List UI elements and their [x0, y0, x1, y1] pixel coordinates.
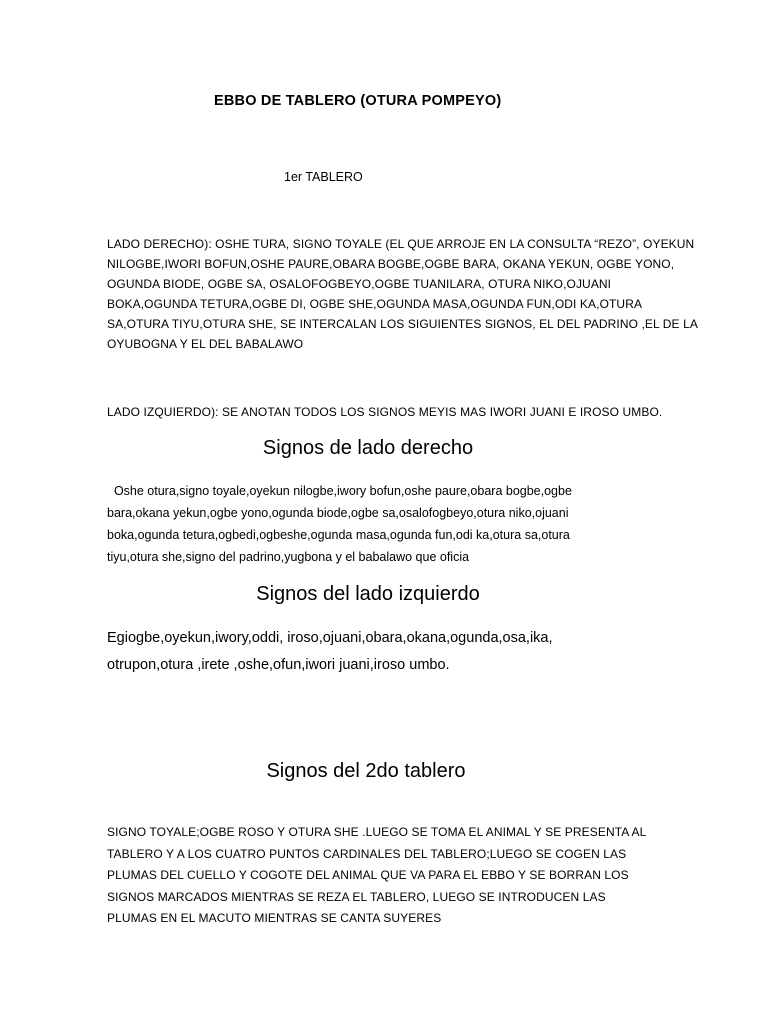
paragraph-line: SIGNOS MARCADOS MIENTRAS SE REZA EL TABLERO, LUEGO SE INTRODUCEN LAS — [107, 889, 606, 904]
paragraph-line: NILOGBE,IWORI BOFUN,OSHE PAURE,OBARA BOGBE,OGBE BARA, OKANA YEKUN, OGBE YONO, — [107, 257, 675, 271]
paragraph-line: OYUBOGNA Y EL DEL BABALAWO — [107, 337, 304, 351]
paragraph-line: PLUMAS DEL CUELLO Y COGOTE DEL ANIMAL QUE VA PARA EL EBBO Y SE BORRAN LOS — [107, 868, 629, 882]
paragraph-line: Egiogbe,oyekun,iwory,oddi, iroso,ojuani,obara,okana,ogunda,osa,ika, — [107, 630, 553, 646]
lado-izquierdo-paragraph — [107, 402, 667, 422]
document-subtitle: 1er TABLERO — [284, 170, 363, 184]
heading-signos-2do-tablero: Signos del 2do tablero — [266, 760, 466, 782]
paragraph-line: PLUMAS EN EL MACUTO MIENTRAS SE CANTA SUYERES — [107, 911, 442, 925]
paragraph-line: TABLERO Y A LOS CUATRO PUNTOS CARDINALES DEL TABLERO;LUEGO SE COGEN LAS — [107, 846, 627, 861]
paragraph-line: OGUNDA BIODE, OGBE SA, OSALOFOGBEYO,OGBE TUANILARA, OTURA NIKO,OJUANI — [107, 277, 612, 291]
paragraph-line: BOKA,OGUNDA TETURA,OGBE DI, OGBE SHE,OGUNDA MASA,OGUNDA FUN,ODI KA,OTURA — [107, 297, 643, 311]
lado-derecho-paragraph — [107, 234, 698, 354]
paragraph-line: tiyu,otura she,signo del padrino,yugbona y el babalawo que oficia — [107, 550, 470, 564]
signos-izquierdo-paragraph — [107, 625, 637, 679]
heading-signos-izquierdo: Signos del lado izquierdo — [256, 583, 480, 605]
signos-derecho-paragraph — [107, 480, 647, 568]
paragraph-line: bara,okana yekun,ogbe yono,ogunda biode,ogbe sa,osalofogbeyo,otura niko,ojuani — [107, 506, 569, 520]
paragraph-line: otrupon,otura ,irete ,oshe,ofun,iwori juani,iroso umbo. — [107, 657, 450, 673]
paragraph-line: boka,ogunda tetura,ogbedi,ogbeshe,ogunda masa,ogunda fun,odi ka,otura sa,otura — [107, 528, 570, 542]
paragraph-line: LADO IZQUIERDO): SE ANOTAN TODOS LOS SIGNOS MEYIS MAS IWORI JUANI E IROSO UMBO. — [107, 405, 663, 419]
paragraph-line: LADO DERECHO): OSHE TURA, SIGNO TOYALE (EL QUE ARROJE EN LA CONSULTA “REZO”, OYEKUN — [107, 237, 695, 251]
segundo-tablero-paragraph — [107, 822, 667, 930]
paragraph-line: SIGNO TOYALE;OGBE ROSO Y OTURA SHE .LUEGO SE TOMA EL ANIMAL Y SE PRESENTA AL — [107, 825, 647, 839]
paragraph-line: Oshe otura,signo toyale,oyekun nilogbe,iwory bofun,oshe paure,obara bogbe,ogbe — [107, 484, 572, 498]
paragraph-line: SA,OTURA TIYU,OTURA SHE, SE INTERCALAN LOS SIGUIENTES SIGNOS, EL DEL PADRINO ,EL DE LA — [107, 317, 698, 331]
document-title: EBBO DE TABLERO (OTURA POMPEYO) — [214, 93, 502, 109]
heading-signos-derecho: Signos de lado derecho — [262, 437, 474, 459]
